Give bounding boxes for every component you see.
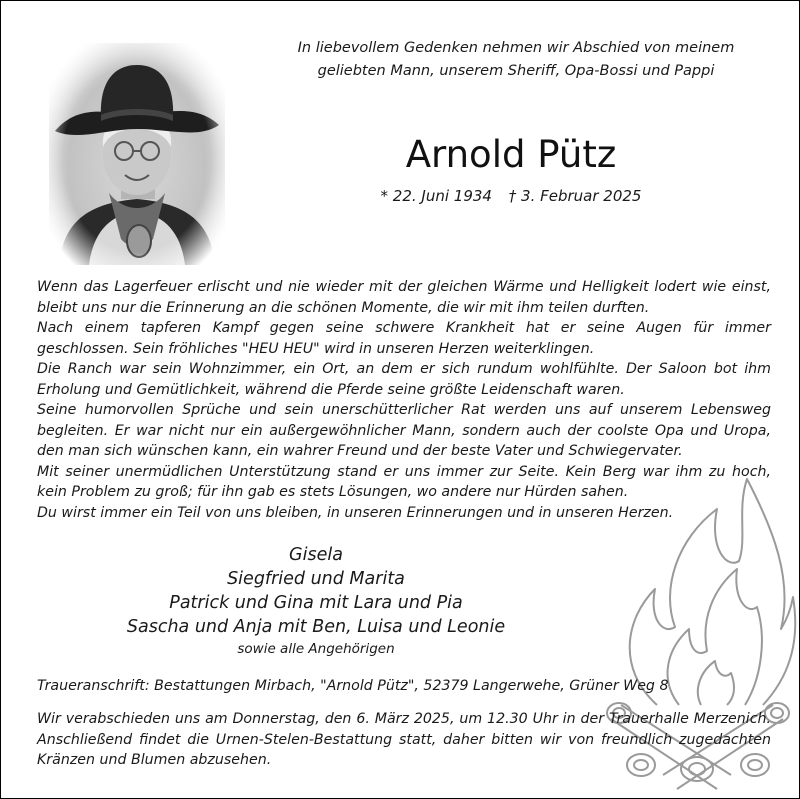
body-paragraph: Mit seiner unermüdlichen Unterstützung stand er uns immer zur Seite. Kein Berg war ihm zu hoch, kein Problem zu groß; für ihn gab es stets Lösungen, wo andere nur Hürden sahen. xyxy=(37,463,771,500)
body-paragraph: Wenn das Lagerfeuer erlischt und nie wieder mit der gleichen Wärme und Helligkeit lodert wie einst, bleibt uns nur die Erinnerung an die schönen Momente, die wir mit ihm teilen durften. xyxy=(37,279,771,316)
condolence-address: Traueranschrift: Bestattungen Mirbach, "Arnold Pütz", 52379 Langerwehe, Grüner Weg 8 xyxy=(37,678,669,694)
mourner-line: Gisela xyxy=(289,545,343,565)
birth-date: * 22. Juni 1934 xyxy=(380,187,492,205)
intro-text xyxy=(261,37,771,83)
mourner-line: Sascha und Anja mit Ben, Luisa und Leonie xyxy=(126,617,506,637)
mourners-list xyxy=(111,543,521,659)
life-dates xyxy=(301,187,721,205)
body-paragraph: Du wirst immer ein Teil von uns bleiben, in unseren Erinnerungen und in unseren Herzen. xyxy=(37,504,674,521)
body-paragraph: Die Ranch war sein Wohnzimmer, ein Ort, an dem er sich rundum wohlfühlte. Der Saloon bot ihm Erholung und Gemütlichkeit, während die Pferde seine größte Leidenschaft waren. xyxy=(37,361,771,398)
mourner-line: Patrick und Gina mit Lara und Pia xyxy=(169,593,463,613)
portrait-photo-icon xyxy=(49,43,225,265)
obituary-body xyxy=(37,277,771,523)
mourners-note: sowie alle Angehörigen xyxy=(237,641,395,657)
mourner-line: Siegfried und Marita xyxy=(227,569,405,589)
intro-line: In liebevollem Gedenken nehmen wir Abschied von meinem xyxy=(297,40,735,56)
portrait-photo xyxy=(49,43,225,265)
body-paragraph: Seine humorvollen Sprüche und sein unerschütterlicher Rat werden uns auf unserem Lebensweg begleiten. Er war nicht nur ein außergewöhnlicher Mann, sondern auch der coolste Opa und Uropa, den man sich wünschen kann, ein wahrer Freund und der beste Vater und Schwiegervater. xyxy=(37,402,771,459)
deceased-name: Arnold Pütz xyxy=(405,133,617,176)
body-paragraph: Nach einem tapferen Kampf gegen seine schwere Krankheit hat er seine Augen für immer geschlossen. Sein fröhliches "HEU HEU" wird in unseren Herzen weiterklingen. xyxy=(37,320,771,357)
intro-line: geliebten Mann, unserem Sheriff, Opa-Bossi und Pappi xyxy=(317,63,715,79)
funeral-details: Wir verabschieden uns am Donnerstag, den 6. März 2025, um 12.30 Uhr in der Trauerhalle Merzenich. Anschließend findet die Urnen-Stelen-Bestattung statt, daher bitten wir von freundlich zugedachten Kränzen und Blumen abzusehen. xyxy=(37,711,771,768)
death-date: † 3. Februar 2025 xyxy=(508,187,642,205)
